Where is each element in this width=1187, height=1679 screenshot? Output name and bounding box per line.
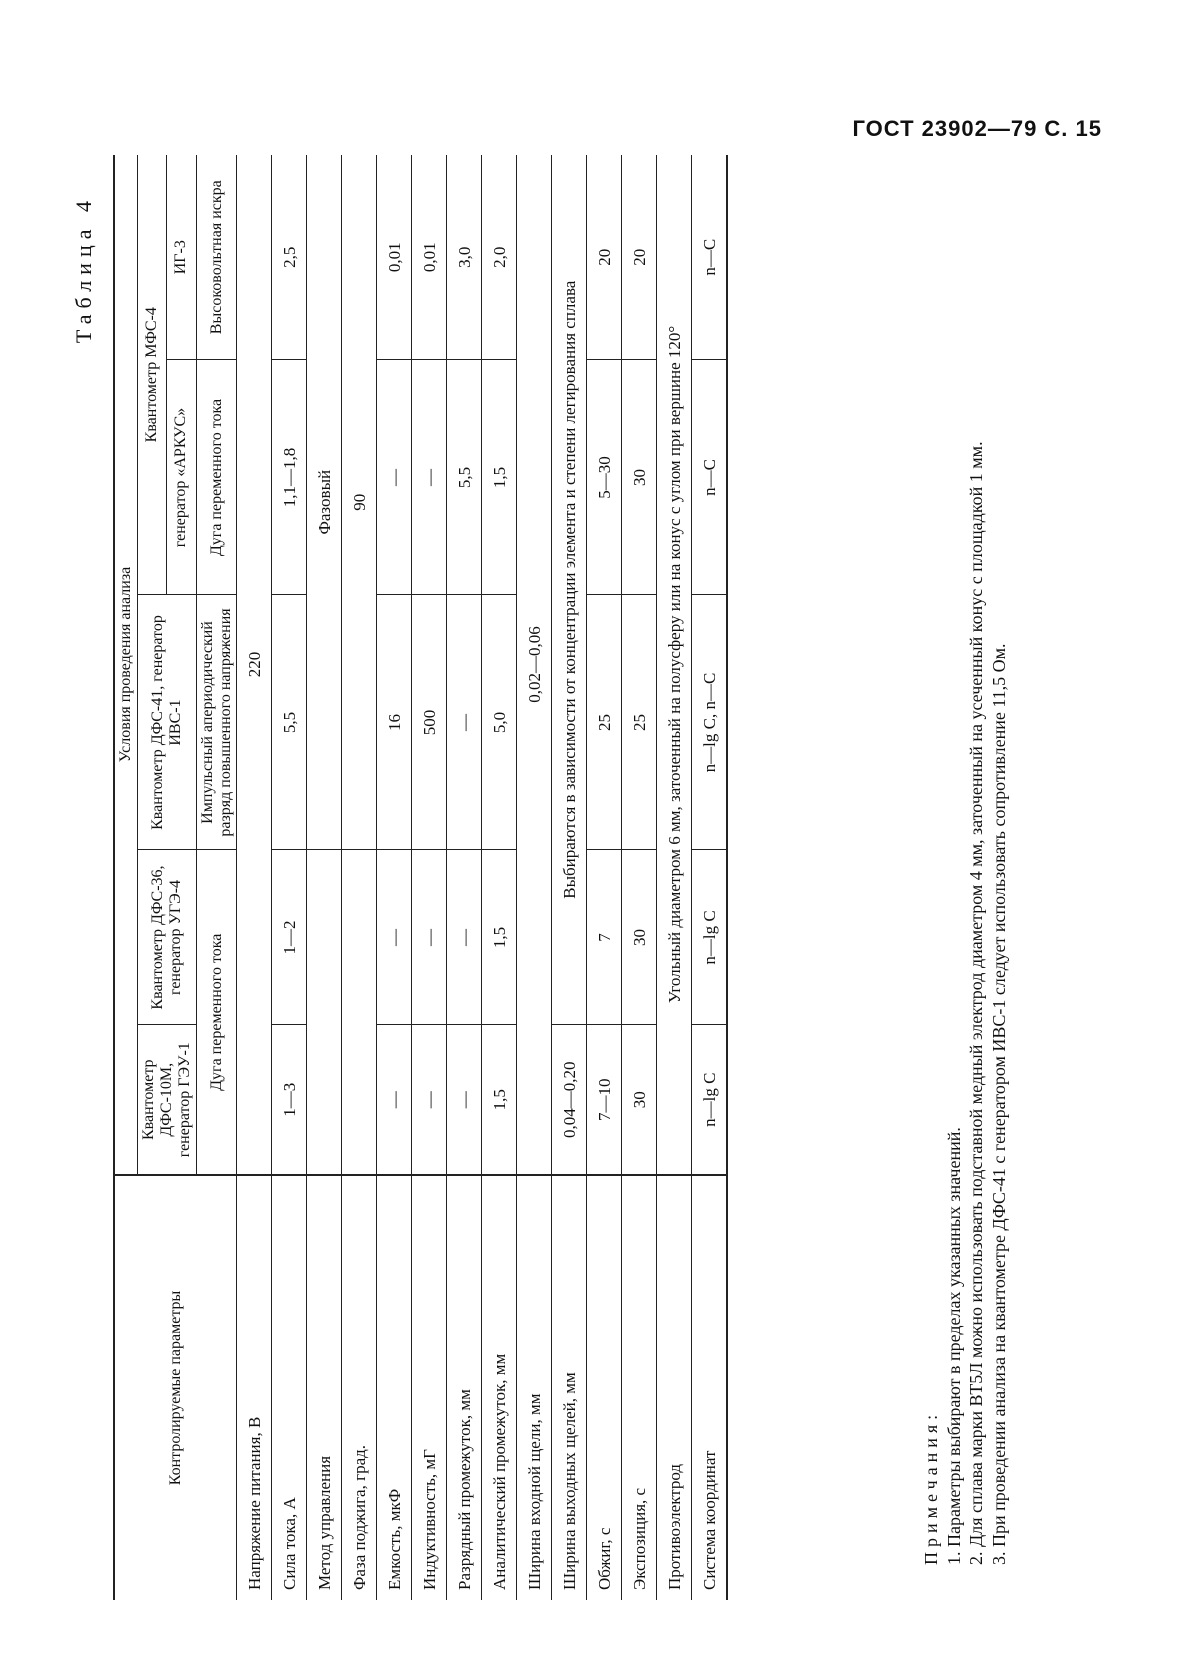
cell-value: 90 <box>342 155 377 850</box>
col1-header: Квантометр ДФС-10М, генератор ГЭУ-1 <box>137 1025 196 1175</box>
table-row <box>237 155 272 1600</box>
cell-value: 30 <box>622 1025 657 1175</box>
cell-value: — <box>412 360 447 595</box>
cell-value: Выбираются в зависимости от концентрации элемента и степени легирования сплава <box>552 155 587 1025</box>
note-3: 3. При проведении анализа на квантометре ДФС-41 с генератором ИВС-1 следует использовать сопротивление 11,5 Ом. <box>988 643 1009 1565</box>
param-label: Разрядный промежуток, мм <box>447 1175 482 1600</box>
cell-value: 1,5 <box>482 360 517 595</box>
table-row <box>587 155 622 1600</box>
cell-value: 2,5 <box>272 155 307 360</box>
cell-value: 20 <box>622 155 657 360</box>
col45-header: Квантометр МФС-4 <box>137 155 166 595</box>
notes-label: Примечания: <box>921 1409 941 1565</box>
cell-value: 30 <box>622 850 657 1025</box>
cell-value: 0,04—0,20 <box>552 1025 587 1175</box>
page-header: ГОСТ 23902—79 С. 15 <box>852 116 1102 141</box>
cell-value: 20 <box>587 155 622 360</box>
cell-value: 0,01 <box>412 155 447 360</box>
cell-value: 25 <box>587 595 622 850</box>
param-label: Экспозиция, с <box>622 1175 657 1600</box>
cell-value: 0,02—0,06 <box>517 155 552 1175</box>
cell-value: Угольный диаметром 6 мм, заточенный на полусферу или на конус с углом при вершине 120° <box>657 155 692 1175</box>
cell-value: 1,1—1,8 <box>272 360 307 595</box>
table-row <box>342 155 377 1600</box>
param-label: Индуктивность, мГ <box>412 1175 447 1600</box>
param-label: Ширина входной щели, мм <box>517 1175 552 1600</box>
cell-value: 2,0 <box>482 155 517 360</box>
parameters-table <box>113 155 728 1600</box>
cell-value: — <box>412 1025 447 1175</box>
cell-value: 3,0 <box>447 155 482 360</box>
cell-value: 25 <box>622 595 657 850</box>
col2-header: Квантометр ДФС-36, генератор УГЭ-4 <box>137 850 196 1025</box>
param-label: Напряжение питания, В <box>237 1175 272 1600</box>
cell-value: 5,0 <box>482 595 517 850</box>
cell-value: 1,5 <box>482 1025 517 1175</box>
table-row <box>622 155 657 1600</box>
table-row <box>447 155 482 1600</box>
param-label: Обжиг, с <box>587 1175 622 1600</box>
param-label: Аналитический промежуток, мм <box>482 1175 517 1600</box>
note-2: 2. Для сплава марки ВТ5Л можно использовать подставной медный электрод диаметром 4 мм, заточенный на усеченный конус с площадкой 1 мм. <box>966 441 986 1565</box>
cell-value: n—C <box>692 155 728 360</box>
conditions-header: Условия проведения анализа <box>114 155 137 1175</box>
sub12-header: Дуга переменного тока <box>196 850 237 1175</box>
table-row <box>272 155 307 1600</box>
cell-value: 0,01 <box>377 155 412 360</box>
cell-value: n—lg C, n—C <box>692 595 728 850</box>
rotated-page-content <box>65 155 1105 1605</box>
cell-value: 500 <box>412 595 447 850</box>
notes-block <box>920 165 1010 1595</box>
cell-value: n—lg C <box>692 850 728 1025</box>
cell-value: 5,5 <box>447 360 482 595</box>
table-row <box>517 155 552 1600</box>
cell-value: — <box>447 850 482 1025</box>
param-label: Сила тока, А <box>272 1175 307 1600</box>
note-1: 1. Параметры выбирают в пределах указанных значений. <box>943 1127 964 1565</box>
table-row <box>552 155 587 1600</box>
cell-value: 1—2 <box>272 850 307 1025</box>
table-row <box>377 155 412 1600</box>
sub5-header: Высоковольтная искра <box>196 155 237 360</box>
col5-generator: ИГ-3 <box>167 155 196 360</box>
cell-value: — <box>447 595 482 850</box>
cell-value: — <box>377 850 412 1025</box>
param-label: Противоэлектрод <box>657 1175 692 1600</box>
cell-value: 1—3 <box>272 1025 307 1175</box>
param-label: Метод управления <box>307 1175 342 1600</box>
table-row <box>482 155 517 1600</box>
table-row <box>307 155 342 1600</box>
col4-generator: генератор «АРКУС» <box>167 360 196 595</box>
cell-value: 5—30 <box>587 360 622 595</box>
cell-value: 16 <box>377 595 412 850</box>
cell-value: — <box>377 360 412 595</box>
cell-value: 7—10 <box>587 1025 622 1175</box>
sub4-header: Дуга переменного тока <box>196 360 237 595</box>
cell-value: 7 <box>587 850 622 1025</box>
param-header: Контролируемые параметры <box>114 1175 237 1600</box>
cell-value: 220 <box>237 155 272 1175</box>
param-label: Емкость, мкФ <box>377 1175 412 1600</box>
col3-header: Квантометр ДФС-41, генератор ИВС-1 <box>137 595 196 850</box>
table-row <box>657 155 692 1600</box>
param-label: Ширина выходных щелей, мм <box>552 1175 587 1600</box>
cell-value: Фазовый <box>307 155 342 850</box>
table-title: Таблица 4 <box>71 195 96 344</box>
param-label: Система координат <box>692 1175 728 1600</box>
cell-value: n—lg C <box>692 1025 728 1175</box>
cell-value: — <box>412 850 447 1025</box>
table-row <box>412 155 447 1600</box>
cell-value: — <box>447 1025 482 1175</box>
cell-value: 5,5 <box>272 595 307 850</box>
cell-value: n—C <box>692 360 728 595</box>
cell-value: — <box>377 1025 412 1175</box>
param-label: Фаза поджига, град. <box>342 1175 377 1600</box>
cell-value: 30 <box>622 360 657 595</box>
table-row <box>692 155 728 1600</box>
sub3-header: Импульсный апериодический разряд повышенного напряжения <box>196 595 237 850</box>
cell-value: 1,5 <box>482 850 517 1025</box>
